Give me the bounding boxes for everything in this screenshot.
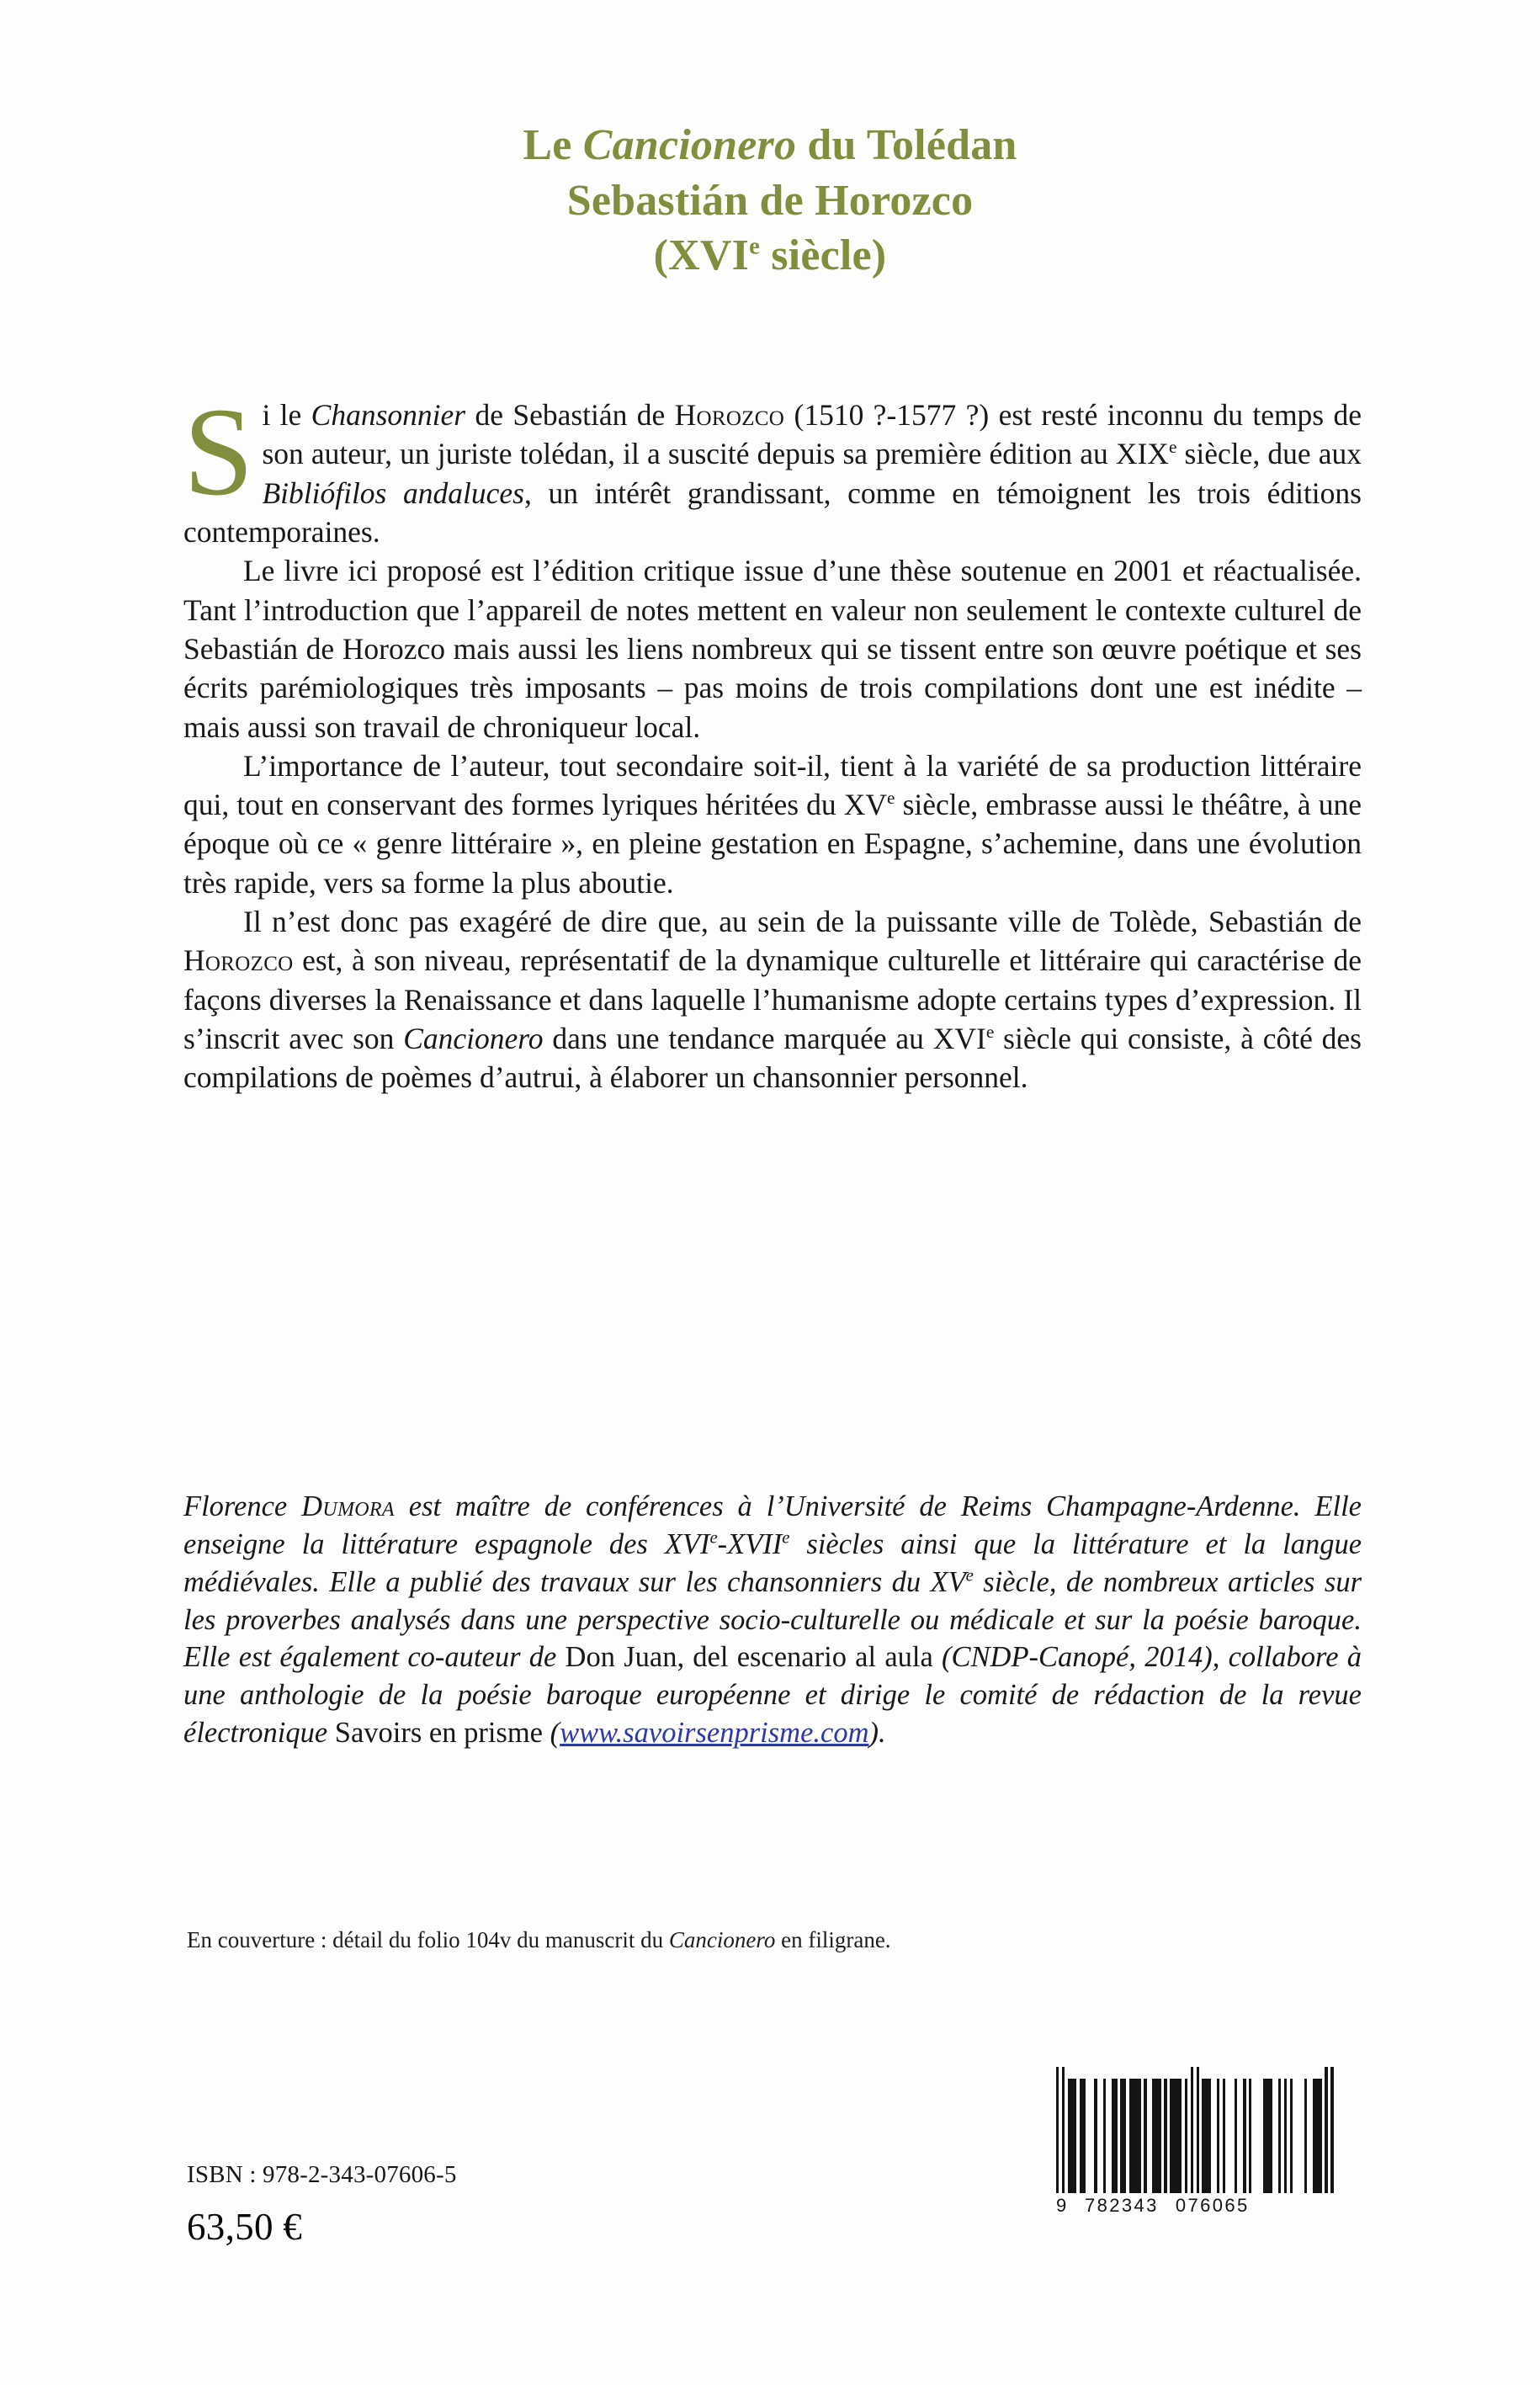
blurb-text-column xyxy=(183,382,1362,1097)
title-line-3-ordinal: e xyxy=(749,233,761,260)
title-line-1 xyxy=(0,118,1540,173)
blurb-paragraph-4 xyxy=(183,902,1362,1097)
blurb-paragraph-1 xyxy=(183,382,1362,551)
title-line-2 xyxy=(0,173,1540,229)
p4-seg1: Il n’est donc pas exagéré de dire que, au sein de la puissante ville de Tolède, Sebastián de xyxy=(243,905,1362,939)
bio-journal-title: Savoirs en prisme xyxy=(334,1717,543,1750)
title-line-2-text: Sebastián de Horozco xyxy=(566,176,974,225)
title-line-1-italic: Cancionero xyxy=(582,121,797,169)
p4-smallcaps-horozco: Horozco xyxy=(183,943,294,978)
journal-website-link[interactable]: www.savoirsenprisme.com xyxy=(560,1717,869,1750)
p1-seg2: de Sebastián de xyxy=(465,398,675,432)
isbn-text: ISBN : 978-2-343-07606-5 xyxy=(187,2161,457,2188)
p1-italic-chansonnier: Chansonnier xyxy=(311,398,466,432)
bio-seg7: ). xyxy=(868,1717,886,1750)
bio-seg2: -XVII xyxy=(717,1527,783,1560)
bio-author-lastname: Dumora xyxy=(301,1490,395,1522)
cover-note-seg2: en filigrane. xyxy=(775,1927,891,1952)
barcode-digits xyxy=(1056,2195,1334,2217)
bio-work-title-donjuan: Don Juan, del escenario al aula xyxy=(565,1641,933,1674)
barcode-digits-group-1: 782343 xyxy=(1085,2195,1159,2216)
bio-seg3: siècles ainsi que la littérature et la langue médiévales. Elle a publié des travaux sur les chansonniers du XV xyxy=(183,1527,1362,1598)
blurb-paragraph-3 xyxy=(183,746,1362,902)
p3-seg2: siècle, embrasse aussi le théâtre, à une époque où ce « genre littéraire », en pleine gestation en Espagne, s’achemine, dans une évolution très rapide, vers sa forme la plus aboutie. xyxy=(183,788,1362,900)
author-biography xyxy=(183,1488,1362,1752)
title-line-3-post: siècle) xyxy=(760,231,887,280)
bio-seg1: est maître de conférences à l’Université de Reims Champagne-Ardenne. Elle enseigne la littérature espagnole des XVI xyxy=(183,1490,1362,1560)
p4-seg3: dans une tendance marquée au XVI xyxy=(543,1022,986,1055)
price-text: 63,50 € xyxy=(187,2206,303,2248)
title-line-3-pre: (XVI xyxy=(653,231,750,280)
p1-smallcaps-horozco: Horozco xyxy=(674,398,785,432)
ean13-barcode xyxy=(1056,2067,1334,2217)
blurb-paragraph-2: Le livre ici proposé est l’édition critique issue d’une thèse soutenue en 2001 et réactualisée. Tant l’introduction que l’appareil de notes mettent en valeur non seulement le contexte culturel de Sebastián de Horozco mais aussi les liens nombreux qui se tissent entre son œuvre poétique et ses écrits parémiologiques très imposants – pas moins de trois compilations dont une est inédite – mais aussi son travail de chroniqueur local. xyxy=(183,554,1362,744)
p3-seg1: L’importance de l’auteur, tout secondaire soit-il, tient à la variété de sa production littéraire qui, tout en conservant des formes lyriques héritées du XV xyxy=(183,748,1362,822)
drop-cap-letter: S xyxy=(183,382,254,522)
bio-ordinal-xvii: e xyxy=(782,1528,790,1548)
cover-note-seg1: En couverture : détail du folio 104v du manuscrit du xyxy=(187,1927,669,1952)
bio-ordinal-xvi: e xyxy=(709,1528,718,1548)
barcode-bars xyxy=(1056,2067,1334,2193)
cover-credit-note xyxy=(187,1926,1365,1955)
p1-seg3: (1510 ?-1577 ?) est resté inconnu du temps de son auteur, un juriste tolédan, il a suscité depuis sa première édition au XIX xyxy=(262,398,1362,471)
p1-seg1: i le xyxy=(262,398,311,432)
p1-italic-bibliofilos: Bibliófilos andaluces xyxy=(262,475,524,510)
bio-seg6: ( xyxy=(543,1717,560,1750)
p4-seg4: siècle qui consiste, à côté des compilations de poèmes d’autrui, à élaborer un chansonnier personnel. xyxy=(183,1022,1362,1095)
p4-italic-cancionero: Cancionero xyxy=(403,1022,544,1055)
p1-seg5: , un intérêt grandissant, comme en témoignent les trois éditions contemporaines. xyxy=(183,475,1362,549)
p1-ordinal-xix: e xyxy=(1168,437,1177,458)
p4-ordinal-xvi: e xyxy=(985,1022,995,1043)
bio-seg5: (CNDP-Canopé, 2014), collabore à une anthologie de la poésie baroque européenne et dirige le comité de rédaction de la revue électronique xyxy=(183,1641,1362,1750)
p1-seg4: siècle, due aux xyxy=(1176,437,1362,471)
bio-seg4: siècle, de nombreux articles sur les proverbes analysés dans une perspective socio-culturelle ou médicale et sur la poésie baroque. Elle est également co-auteur de xyxy=(183,1565,1362,1674)
p4-seg2: est, à son niveau, représentatif de la dynamique culturelle et littéraire qui caractérise de façons diverses la Renaissance et dans laquelle l’humanisme adopte certains types d’expression. Il s’inscrit avec son xyxy=(183,943,1362,1055)
title-line-1-pre: Le xyxy=(523,121,583,169)
barcode-digit-lead: 9 xyxy=(1056,2195,1069,2216)
cover-note-italic-cancionero: Cancionero xyxy=(668,1927,776,1952)
bio-author-firstname: Florence xyxy=(183,1490,302,1522)
title-line-3 xyxy=(0,228,1540,284)
p3-ordinal-xv: e xyxy=(887,788,895,809)
title-line-1-post: du Tolédan xyxy=(796,121,1017,169)
barcode-digits-group-2: 076065 xyxy=(1175,2195,1250,2216)
bio-ordinal-xv: e xyxy=(965,1566,974,1586)
book-title-block xyxy=(0,118,1540,284)
